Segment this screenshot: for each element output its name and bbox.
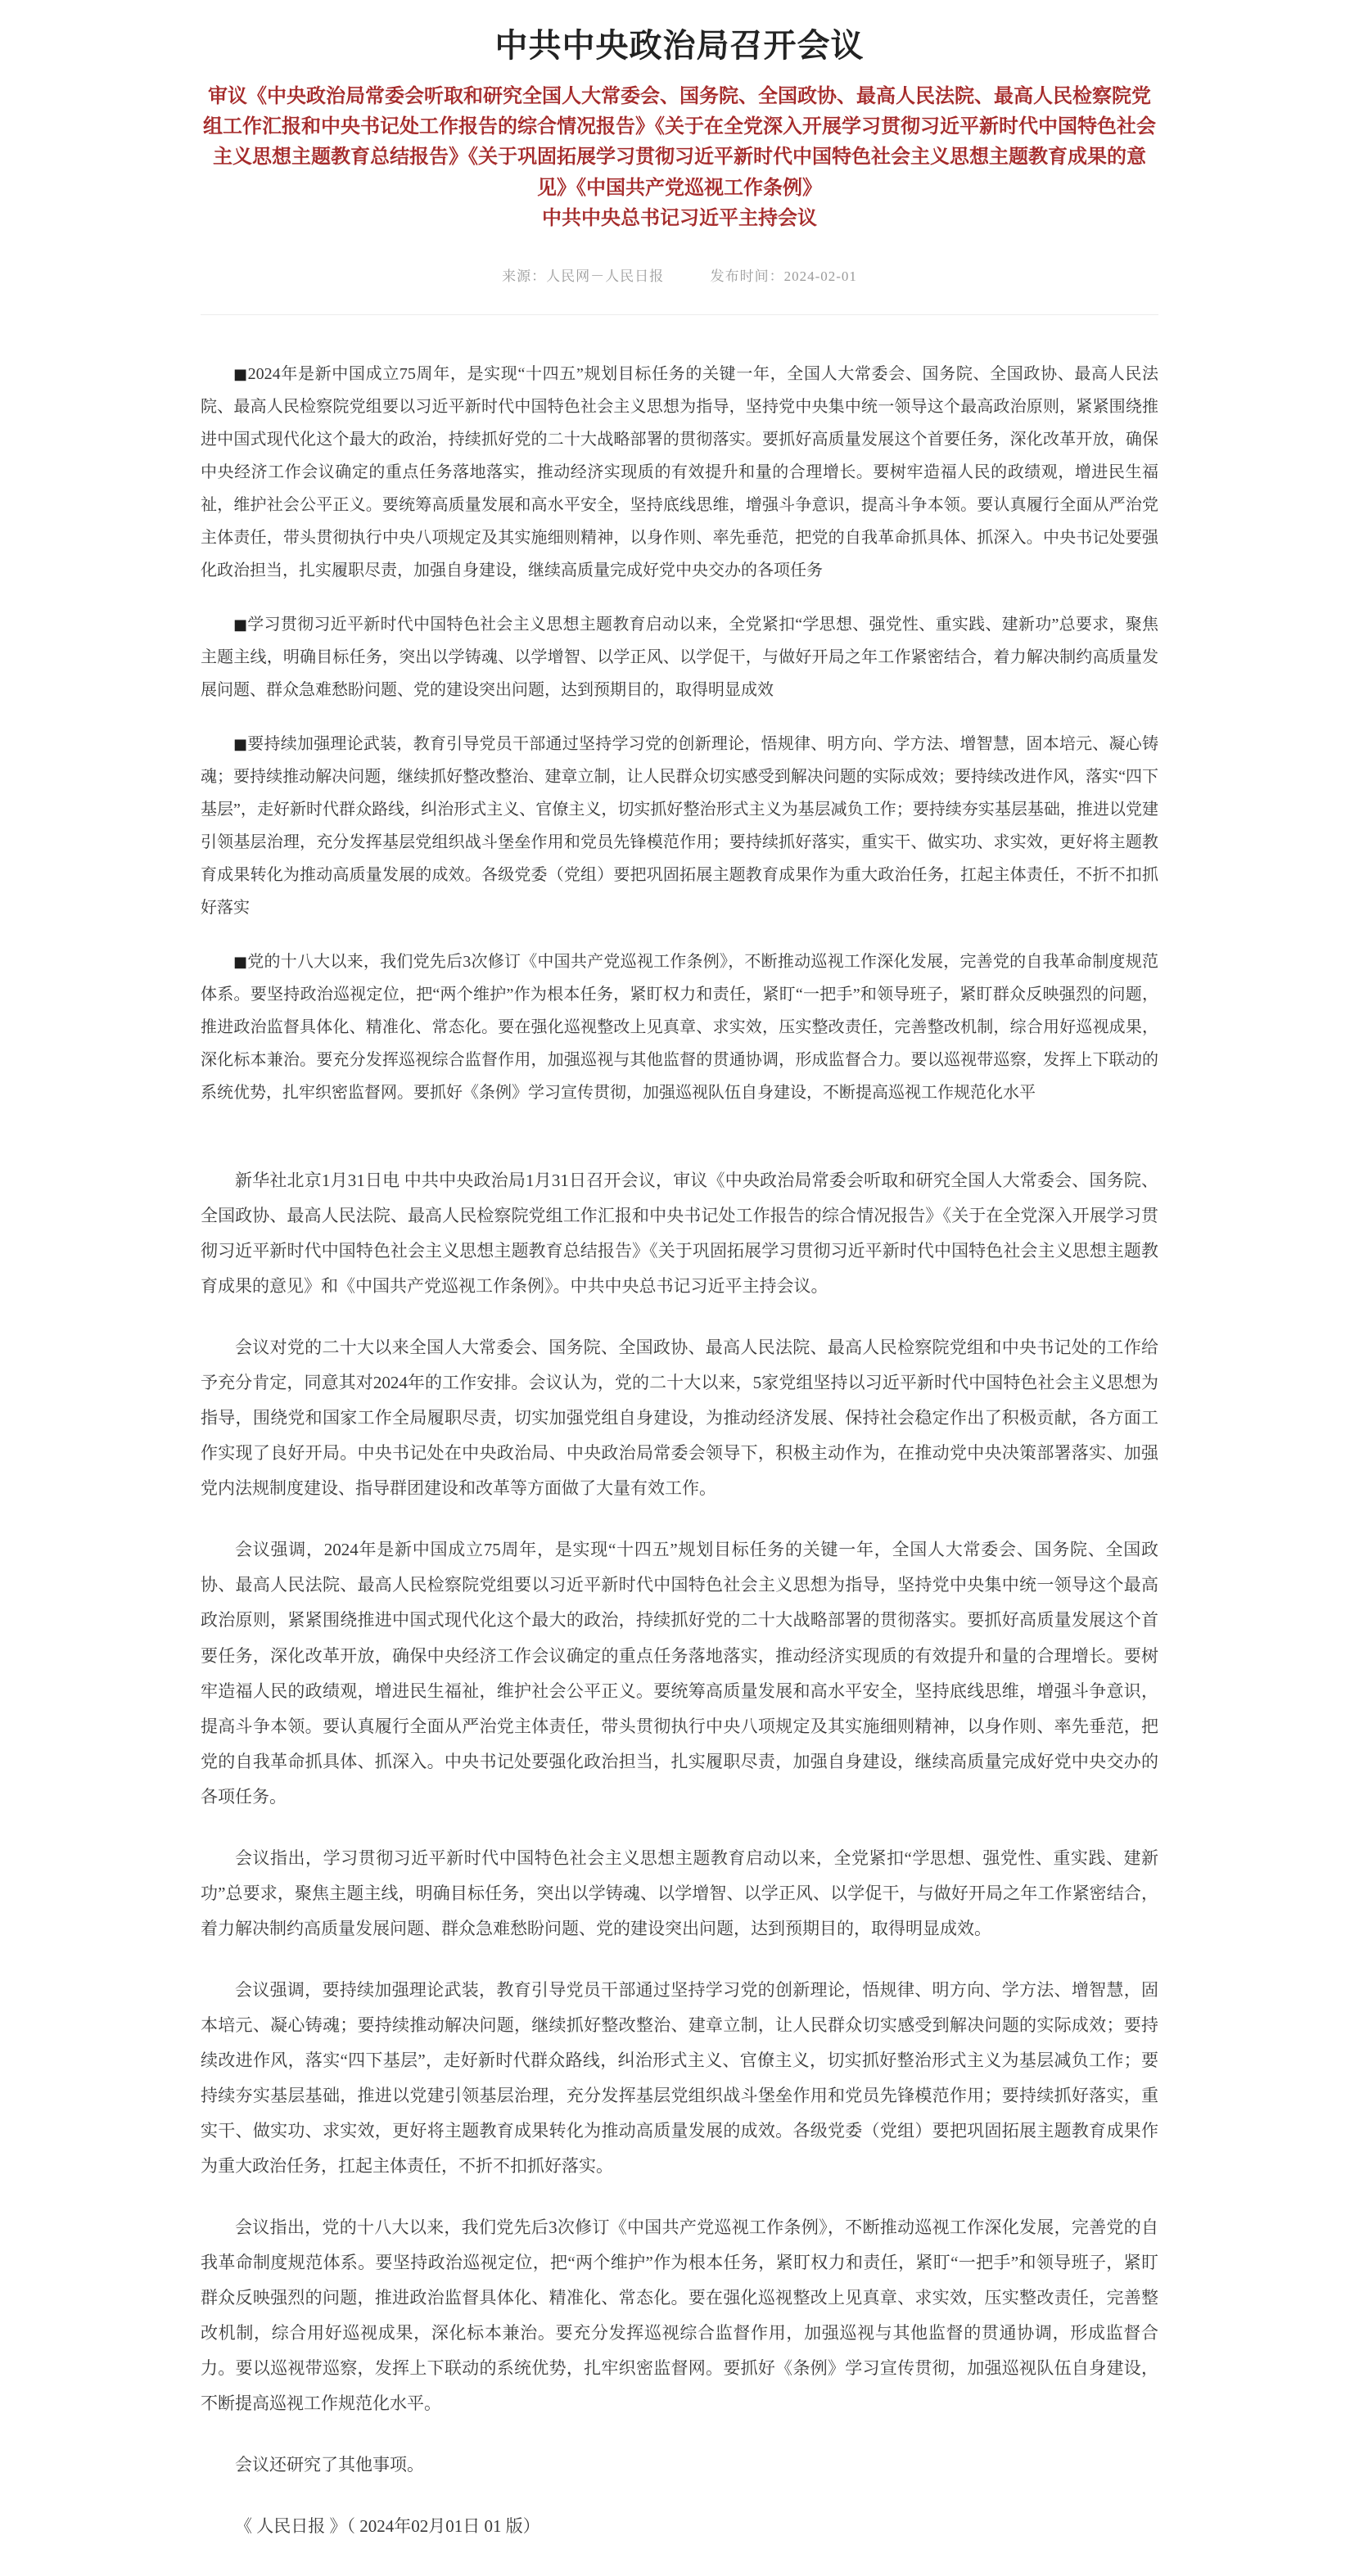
source-text: 来源：人民网－人民日报 [502,268,665,284]
header-divider [201,314,1158,315]
highlight-text: 2024年是新中国成立75周年，是实现“十四五”规划目标任务的关键一年，全国人大常委会、国务院、全国政协、最高人民法院、最高人民检察院党组要以习近平新时代中国特色社会主义思想为指导，坚持党中央集中统一领导这个最高政治原则，紧紧围绕推进中国式现代化这个最大的政治，持续抓好党的二十大战略部署的贯彻落实。要抓好高质量发展这个首要任务，深化改革开放，确保中央经济工作会议确定的重点任务落地落实，推动经济实现质的有效提升和量的合理增长。要树牢造福人民的政绩观，增进民生福祉，维护社会公平正义。要统筹高质量发展和高水平安全，坚持底线思维，增强斗争意识，提高斗争本领。要认真履行全面从严治党主体责任，带头贯彻执行中央八项规定及其实施细则精神，以身作则、率先垂范，把党的自我革命抓具体、抓深入。中央书记处要强化政治担当，扎实履职尽责，加强自身建设，继续高质量完成好党中央交办的各项任务 [201,364,1158,580]
bullet-square-icon: ■ [233,616,248,634]
publish-time-text: 发布时间：2024-02-01 [710,268,857,284]
bullet-square-icon: ■ [233,953,248,971]
highlight-paragraph [201,358,1158,587]
highlight-paragraph [201,608,1158,706]
highlight-text: 学习贯彻习近平新时代中国特色社会主义思想主题教育启动以来，全党紧扣“学思想、强党性、重实践、建新功”总要求，聚焦主题主线，明确目标任务，突出以学铸魂、以学增智、以学正风、以学促干，与做好开局之年工作紧密结合，着力解决制约高质量发展问题、群众急难愁盼问题、党的建设突出问题，达到预期目的，取得明显成效 [201,615,1158,699]
highlight-text: 党的十八大以来，我们党先后3次修订《中国共产党巡视工作条例》，不断推动巡视工作深化发展，完善党的自我革命制度规范体系。要坚持政治巡视定位，把“两个维护”作为根本任务，紧盯权力和责任，紧盯“一把手”和领导班子，紧盯群众反映强烈的问题，推进政治监督具体化、精准化、常态化。要在强化巡视整改上见真章、求实效，压实整改责任，完善整改机制，综合用好巡视成果，深化标本兼治。要充分发挥巡视综合监督作用，加强巡视与其他监督的贯通协调，形成监督合力。要以巡视带巡察，发挥上下联动的系统优势，扎牢织密监督网。要抓好《条例》学习宣传贯彻，加强巡视队伍自身建设，不断提高巡视工作规范化水平 [201,952,1159,1102]
body-paragraph: 会议对党的二十大以来全国人大常委会、国务院、全国政协、最高人民法院、最高人民检察院党组和中央书记处的工作给予充分肯定，同意其对2024年的工作安排。会议认为，党的二十大以来，5家党组坚持以习近平新时代中国特色社会主义思想为指导，围绕党和国家工作全局履职尽责，切实加强党组自身建设，为推动经济发展、保持社会稳定作出了积极贡献，各方面工作实现了良好开局。中央书记处在中央政治局、中央政治局常委会领导下，积极主动作为，在推动党中央决策部署落实、加强党内法规制度建设、指导群团建设和改革等方面做了大量有效工作。 [201,1338,1158,1499]
body-paragraph: 会议强调，2024年是新中国成立75周年，是实现“十四五”规划目标任务的关键一年，全国人大常委会、国务院、全国政协、最高人民法院、最高人民检察院党组要以习近平新时代中国特色社会主义思想为指导，坚持党中央集中统一领导这个最高政治原则，紧紧围绕推进中国式现代化这个最大的政治，持续抓好党的二十大战略部署的贯彻落实。要抓好高质量发展这个首要任务，深化改革开放，确保中央经济工作会议确定的重点任务落地落实，推动经济实现质的有效提升和量的合理增长。要树牢造福人民的政绩观，增进民生福祉，维护社会公平正义。要统筹高质量发展和高水平安全，坚持底线思维，增强斗争意识，提高斗争本领。要认真履行全面从严治党主体责任，带头贯彻执行中央八项规定及其实施细则精神，以身作则、率先垂范，把党的自我革命抓具体、抓深入。中央书记处要强化政治担当，扎实履职尽责，加强自身建设，继续高质量完成好党中央交办的各项任务。 [201,1540,1158,1807]
subtitle-review-list: 审议《中央政治局常委会听取和研究全国人大常委会、国务院、全国政协、最高人民法院、最高人民检察院党组工作汇报和中央书记处工作报告的综合情况报告》《关于在全党深入开展学习贯彻习近平新时代中国特色社会主义思想主题教育总结报告》《关于巩固拓展学习贯彻习近平新时代中国特色社会主义思想主题教育成果的意见》《中国共产党巡视工作条例》 [203,85,1156,199]
publication-footnote: 《 人民日报 》（ 2024年02月01日 01 版） [235,2516,540,2537]
article-subtitle [201,81,1158,233]
body-paragraph: 会议还研究了其他事项。 [235,2455,424,2475]
highlights-section [201,358,1158,1109]
page-title: 中共中央政治局召开会议 [494,28,865,64]
article-header [201,20,1158,315]
body-paragraph: 会议指出，党的十八大以来，我们党先后3次修订《中国共产党巡视工作条例》，不断推动巡视工作深化发展，完善党的自我革命制度规范体系。要坚持政治巡视定位，把“两个维护”作为根本任务，紧盯权力和责任，紧盯“一把手”和领导班子，紧盯群众反映强烈的问题，推进政治监督具体化、精准化、常态化。要在强化巡视整改上见真章、求实效，压实整改责任，完善整改机制，综合用好巡视成果，深化标本兼治。要充分发挥巡视综合监督作用，加强巡视与其他监督的贯通协调，形成监督合力。要以巡视带巡察，发挥上下联动的系统优势，扎牢织密监督网。要抓好《条例》学习宣传贯彻，加强巡视队伍自身建设，不断提高巡视工作规范化水平。 [201,2217,1158,2414]
body-paragraph: 会议强调，要持续加强理论武装，教育引导党员干部通过坚持学习党的创新理论，悟规律、明方向、学方法、增智慧，固本培元、凝心铸魂；要持续推动解决问题，继续抓好整改整治、建章立制，让人民群众切实感受到解决问题的实际成效；要持续改进作风，落实“四下基层”，走好新时代群众路线，纠治形式主义、官僚主义，切实抓好整治形式主义为基层减负工作；要持续夯实基层基础，推进以党建引领基层治理，充分发挥基层党组织战斗堡垒作用和党员先锋模范作用；要持续抓好落实，重实干、做实功、求实效，更好将主题教育成果转化为推动高质量发展的成效。各级党委（党组）要把巩固拓展主题教育成果作为重大政治任务，扛起主体责任，不折不扣抓好落实。 [201,1979,1158,2177]
article-body [201,1163,1158,2484]
article-meta [201,264,1158,285]
highlight-paragraph [201,728,1158,924]
highlight-paragraph [201,945,1158,1109]
bullet-square-icon: ■ [233,365,248,383]
body-paragraph: 会议指出，学习贯彻习近平新时代中国特色社会主义思想主题教育启动以来，全党紧扣“学思想、强党性、重实践、建新功”总要求，聚焦主题主线，明确目标任务，突出以学铸魂、以学增智、以学正风、以学促干，与做好开局之年工作紧密结合，着力解决制约高质量发展问题、群众急难愁盼问题、党的建设突出问题，达到预期目的，取得明显成效。 [201,1847,1158,1938]
body-paragraph: 新华社北京1月31日电 中共中央政治局1月31日召开会议，审议《中央政治局常委会听取和研究全国人大常委会、国务院、全国政协、最高人民法院、最高人民检察院党组工作汇报和中央书记处工作报告的综合情况报告》《关于在全党深入开展学习贯彻习近平新时代中国特色社会主义思想主题教育总结报告》《关于巩固拓展学习贯彻习近平新时代中国特色社会主义思想主题教育成果的意见》和《中国共产党巡视工作条例》。中共中央总书记习近平主持会议。 [201,1170,1158,1297]
highlight-text: 要持续加强理论武装，教育引导党员干部通过坚持学习党的创新理论，悟规律、明方向、学方法、增智慧，固本培元、凝心铸魂；要持续推动解决问题，继续抓好整改整治、建章立制，让人民群众切实感受到解决问题的实际成效；要持续改进作风，落实“四下基层”，走好新时代群众路线，纠治形式主义、官僚主义，切实抓好整治形式主义为基层减负工作；要持续夯实基层基础，推进以党建引领基层治理，充分发挥基层党组织战斗堡垒作用和党员先锋模范作用；要持续抓好落实，重实干、做实功、求实效，更好将主题教育成果转化为推动高质量发展的成效。各级党委（党组）要把巩固拓展主题教育成果作为重大政治任务，扛起主体责任，不折不扣抓好落实 [201,734,1158,917]
bullet-square-icon: ■ [233,735,248,753]
subtitle-presider: 中共中央总书记习近平主持会议 [542,206,817,229]
